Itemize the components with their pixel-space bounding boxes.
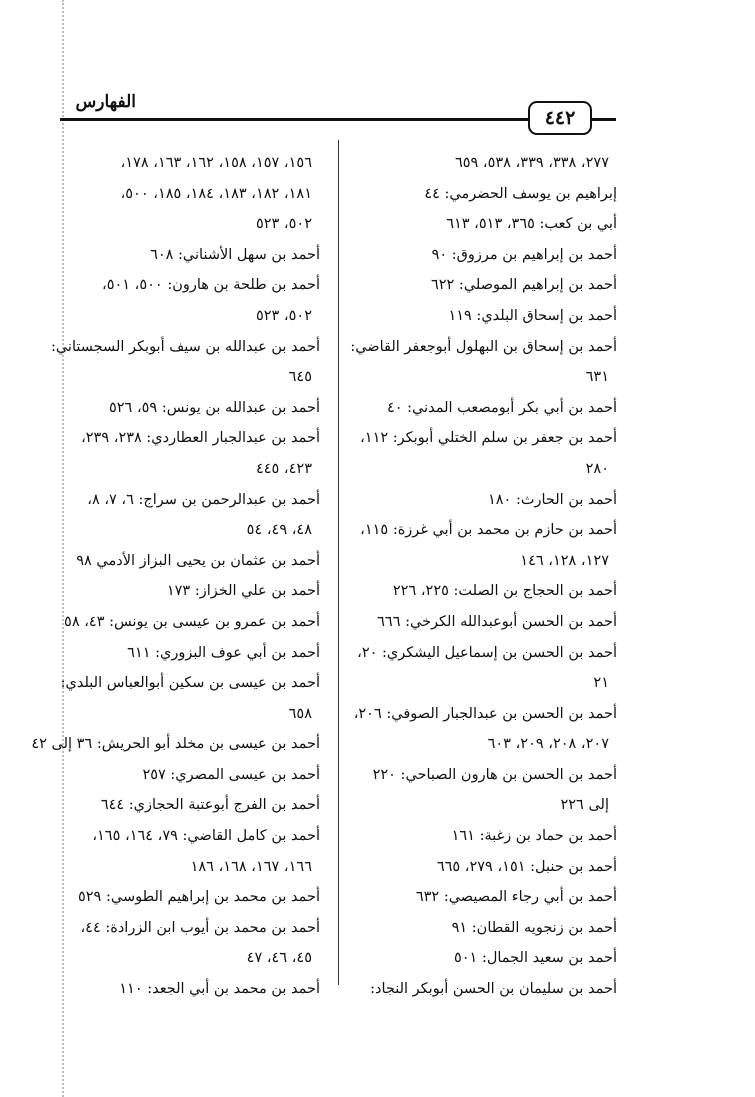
- running-title: الفهارس: [75, 92, 136, 112]
- index-entry-line: أحمد بن عبدالجبار العطاردي: ٢٣٨، ٢٣٩،: [81, 430, 320, 447]
- index-entry-line: أحمد بن محمد بن إبراهيم الطوسي: ٥٢٩: [77, 889, 320, 906]
- index-entry-line: ٦٤٥: [288, 369, 312, 386]
- index-entry-line: ٤٥، ٤٦، ٤٧: [246, 950, 312, 967]
- index-entry-line: ١٥٦، ١٥٧، ١٥٨، ١٦٢، ١٦٣، ١٧٨،: [120, 155, 312, 171]
- index-entry-line: ٦٣١: [585, 369, 609, 386]
- index-entry-line: أحمد بن الحسن بن هارون الصباحي: ٢٢٠: [372, 766, 617, 783]
- index-entry-line: أحمد بن علي الخزاز: ١٧٣: [166, 583, 320, 600]
- index-entry-line: أحمد بن سهل الأشناني: ٦٠٨: [150, 246, 320, 263]
- index-entry-line: أحمد بن الحسن بن إسماعيل اليشكري: ٢٠،: [357, 644, 617, 661]
- index-entry-line: أحمد بن أبي عوف البزوري: ٦١١: [127, 644, 320, 661]
- index-entry-line: أحمد بن إبراهيم بن مرزوق: ٩٠: [431, 246, 617, 263]
- index-entry-line: إلى ٢٢٦: [560, 797, 609, 814]
- index-entry-line: أحمد بن عثمان بن يحيى البزاز الأدمي ٩٨: [76, 552, 320, 569]
- index-entry-line: ٢٠٧، ٢٠٨، ٢٠٩، ٦٠٣: [487, 736, 609, 753]
- index-entry-line: أحمد بن عمرو بن عيسى بن يونس: ٤٣، ٥٨: [64, 613, 320, 630]
- index-entry-line: أحمد بن الحارث: ١٨٠: [487, 491, 617, 508]
- index-entry-line: ٢٨٠: [585, 460, 609, 477]
- index-column-right: [351, 148, 617, 1005]
- page-header: [0, 0, 755, 140]
- index-entry-line: أحمد بن عيسى المصري: ٢٥٧: [142, 766, 320, 783]
- index-entry-line: أحمد بن إبراهيم الموصلي: ٦٢٢: [430, 277, 617, 294]
- index-entry-line: أحمد بن أبي بكر أبومصعب المدني: ٤٠: [386, 399, 617, 416]
- index-entry-line: ٥٠٢، ٥٢٣: [255, 216, 312, 233]
- index-entry-line: أحمد بن محمد بن أيوب ابن الزرادة: ٤٤،: [80, 919, 320, 936]
- header-rule: [60, 118, 530, 121]
- index-entry-line: أحمد بن الحجاج بن الصلت: ٢٢٥، ٢٢٦: [392, 583, 617, 600]
- index-entry-line: أحمد بن زنجويه القطان: ٩١: [451, 919, 617, 936]
- index-entry-line: ٥٠٢، ٥٢٣: [255, 307, 312, 324]
- index-entry-line: أحمد بن طلحة بن هارون: ٥٠٠، ٥٠١،: [102, 277, 320, 294]
- index-entry-line: أحمد بن جعفر بن سلم الختلي أبوبكر: ١١٢،: [360, 430, 617, 447]
- index-entry-line: أحمد بن الفرج أبوعتبة الحجازي: ٦٤٤: [100, 797, 320, 814]
- index-entry-line: ٦٥٨: [288, 705, 312, 722]
- index-entry-line: أحمد بن عيسى بن مخلد أبو الحريش: ٣٦ إلى ٤٢: [31, 736, 320, 753]
- index-entry-line: أحمد بن عبدالله بن سيف أبوبكر السجستاني:: [50, 338, 320, 355]
- header-rule-end: [592, 118, 616, 121]
- index-entry-line: أحمد بن حنبل: ١٥١، ٢٧٩، ٦٦٥: [436, 858, 617, 875]
- index-entry-line: أحمد بن محمد بن أبي الجعد: ١١٠: [119, 981, 320, 998]
- index-entry-line: أحمد بن حماد بن زغبة: ١٦١: [451, 828, 617, 845]
- index-entry-line: أحمد بن سليمان بن الحسن أبوبكر النجاد:: [370, 981, 617, 998]
- index-entry-line: ٢١: [593, 675, 609, 692]
- index-entry-line: أحمد بن كامل القاضي: ٧٩، ١٦٤، ١٦٥،: [92, 828, 320, 845]
- page-number: ٤٤٢: [544, 107, 576, 129]
- index-entry-line: أحمد بن عبدالله بن يونس: ٥٩، ٥٢٦: [108, 399, 320, 416]
- index-entry-line: ٢٧٧، ٣٣٨، ٣٣٩، ٥٣٨، ٦٥٩: [454, 155, 609, 171]
- index-entry-line: أحمد بن إسحاق البلدي: ١١٩: [448, 307, 617, 324]
- index-entry-line: أحمد بن الحسن أبوعبدالله الكرخي: ٦٦٦: [377, 613, 617, 630]
- index-column-left: [31, 148, 320, 1005]
- index-entry-line: أحمد بن سعيد الجمال: ٥٠١: [453, 950, 617, 967]
- index-entry-line: ١٨١، ١٨٢، ١٨٣، ١٨٤، ١٨٥، ٥٠٠،: [120, 185, 312, 202]
- column-divider: [338, 140, 339, 985]
- index-entry-line: أحمد بن إسحاق بن البهلول أبوجعفر القاضي:: [350, 338, 617, 355]
- index-entry-line: ٤٢٣، ٤٤٥: [255, 460, 312, 477]
- index-entry-line: ٤٨، ٤٩، ٥٤: [246, 522, 312, 539]
- index-entry-line: ١٦٦، ١٦٧، ١٦٨، ١٨٦: [190, 858, 312, 875]
- index-entry-line: أحمد بن عبدالرحمن بن سراج: ٦، ٧، ٨،: [87, 491, 320, 508]
- page-number-box: [528, 101, 592, 135]
- index-entry-line: أحمد بن حازم بن محمد بن أبي غرزة: ١١٥،: [360, 522, 617, 539]
- index-entry-line: أبي بن كعب: ٣٦٥، ٥١٣، ٦١٣: [446, 216, 617, 233]
- index-entry-line: إبراهيم بن يوسف الحضرمي: ٤٤: [424, 185, 617, 202]
- index-entry-line: أحمد بن الحسن بن عبدالجبار الصوفي: ٢٠٦،: [353, 705, 617, 722]
- index-entry-line: أحمد بن أبي رجاء المصيصي: ٦٣٢: [415, 889, 617, 906]
- index-entry-line: ١٢٧، ١٢٨، ١٤٦: [520, 552, 609, 569]
- index-entry-line: أحمد بن عيسى بن سكين أبوالعباس البلدي:: [60, 675, 320, 692]
